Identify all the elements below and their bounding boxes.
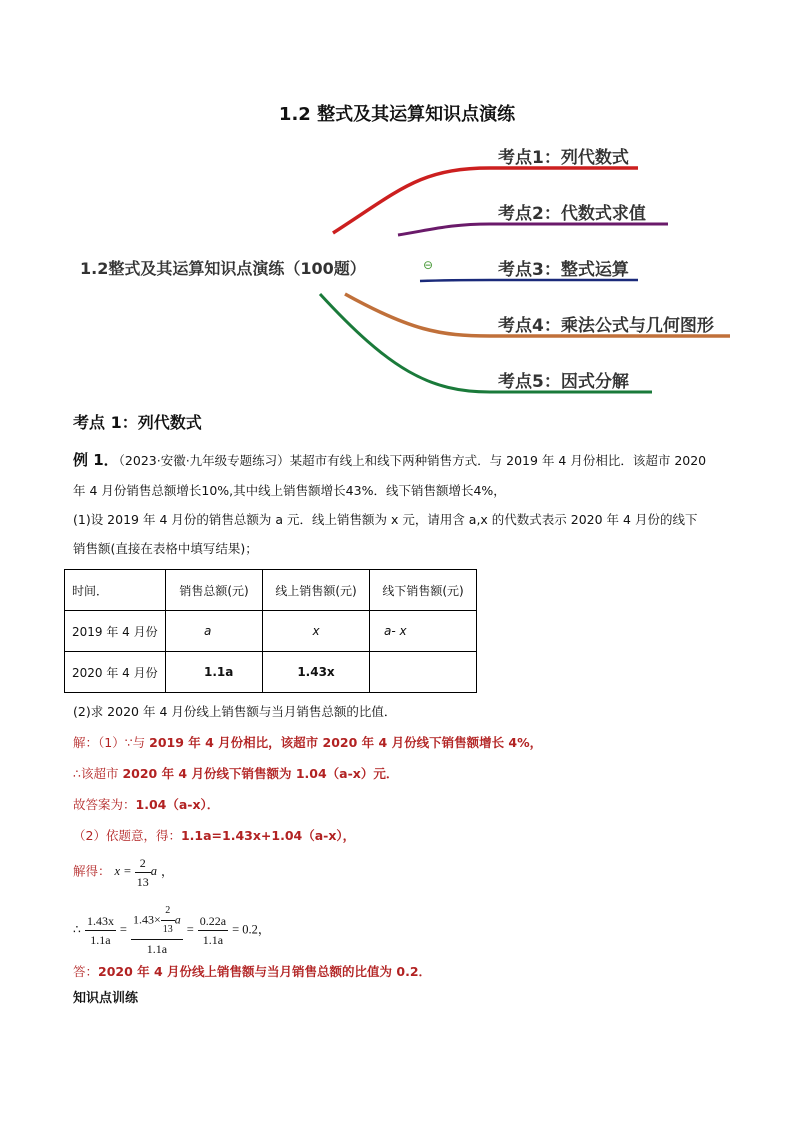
equation: x = $\frac{2}{13}$ a <box>114 856 157 889</box>
section-heading: 考点 1：列代数式 <box>73 413 202 432</box>
example-label: 例 1． <box>73 451 119 469</box>
table-header-row <box>65 570 477 611</box>
table-header-cell: 线下销售额(元) <box>370 570 477 611</box>
collapse-icon[interactable]: ⊖ <box>423 258 434 272</box>
sales-table <box>64 569 477 693</box>
solution-line-5: 解得： x = $\frac{2}{13}$ a ， <box>73 856 174 889</box>
solution-line-1: 解：（1）∵与 2019 年 4 月份相比，该超市 2020 年 4 月份线下销售额增长 4%， <box>73 735 543 750</box>
mindmap-branch-1: 考点1：列代数式 <box>498 148 629 168</box>
solution-line-3: 故答案为：1.04（a-x）． <box>73 797 220 812</box>
solution-line-4: （2）依题意，得：1.1a=1.43x+1.04（a-x）， <box>73 828 356 843</box>
example-line-2: 年 4 月份销售总额增长10%,其中线上销售额增长43%．线下销售额增长4%， <box>73 483 506 498</box>
table-cell: x <box>263 611 370 652</box>
table-header-cell: 时间． <box>65 570 166 611</box>
table-cell: 2019 年 4 月份 <box>65 611 166 652</box>
mindmap-branch-4: 考点4：乘法公式与几何图形 <box>498 316 714 336</box>
answer-line: 答：2020 年 4 月份线上销售额与当月销售总额的比值为 0.2． <box>73 964 432 979</box>
table-header-cell: 销售总额(元) <box>166 570 263 611</box>
example-text-1: （2023·安徽·九年级专题练习）某超市有线上和线下两种销售方式．与 2019 年 4 月份相比．该超市 2020 <box>118 453 707 468</box>
solution-line-6: ∴ $\frac{1.43x}{1.1a}$ = 1.43× $\frac{2}{13}$ a 1.1a = $\frac{0.22a}{1.1a}$ = 0.2， <box>73 902 270 958</box>
table-cell: 1.1a <box>166 652 263 693</box>
mindmap-branch-3: 考点3：整式运算 <box>498 260 629 280</box>
mindmap-root: 1.2整式及其运算知识点演练（100题） <box>80 259 366 278</box>
mindmap-branch-2: 考点2：代数式求值 <box>498 204 646 224</box>
table-cell: 1.43x <box>263 652 370 693</box>
solution-line-2: ∴该超市 2020 年 4 月份线下销售额为 1.04（a-x）元． <box>73 766 399 781</box>
table-header-cell: 线上销售额(元) <box>263 570 370 611</box>
table-row <box>65 611 477 652</box>
question-1-line-1: (1)设 2019 年 4 月份的销售总额为 a 元．线上销售额为 x 元，请用含 a,x 的代数式表示 2020 年 4 月份的线下 <box>73 512 698 527</box>
mindmap-branch-5: 考点5：因式分解 <box>498 372 629 392</box>
example-line-1 <box>73 451 706 470</box>
table-row <box>65 652 477 693</box>
table-cell: a <box>166 611 263 652</box>
branch-line-2 <box>398 224 668 235</box>
practice-heading: 知识点训练 <box>73 991 139 1006</box>
page-title: 1.2 整式及其运算知识点演练 <box>278 104 516 125</box>
table-cell-empty[interactable] <box>370 652 477 693</box>
table-cell: a- x <box>370 611 477 652</box>
question-2: (2)求 2020 年 4 月份线上销售额与当月销售总额的比值． <box>73 704 397 719</box>
branch-line-3 <box>420 280 638 281</box>
question-1-line-2: 销售额(直接在表格中填写结果)； <box>73 541 258 556</box>
table-cell: 2020 年 4 月份 <box>65 652 166 693</box>
